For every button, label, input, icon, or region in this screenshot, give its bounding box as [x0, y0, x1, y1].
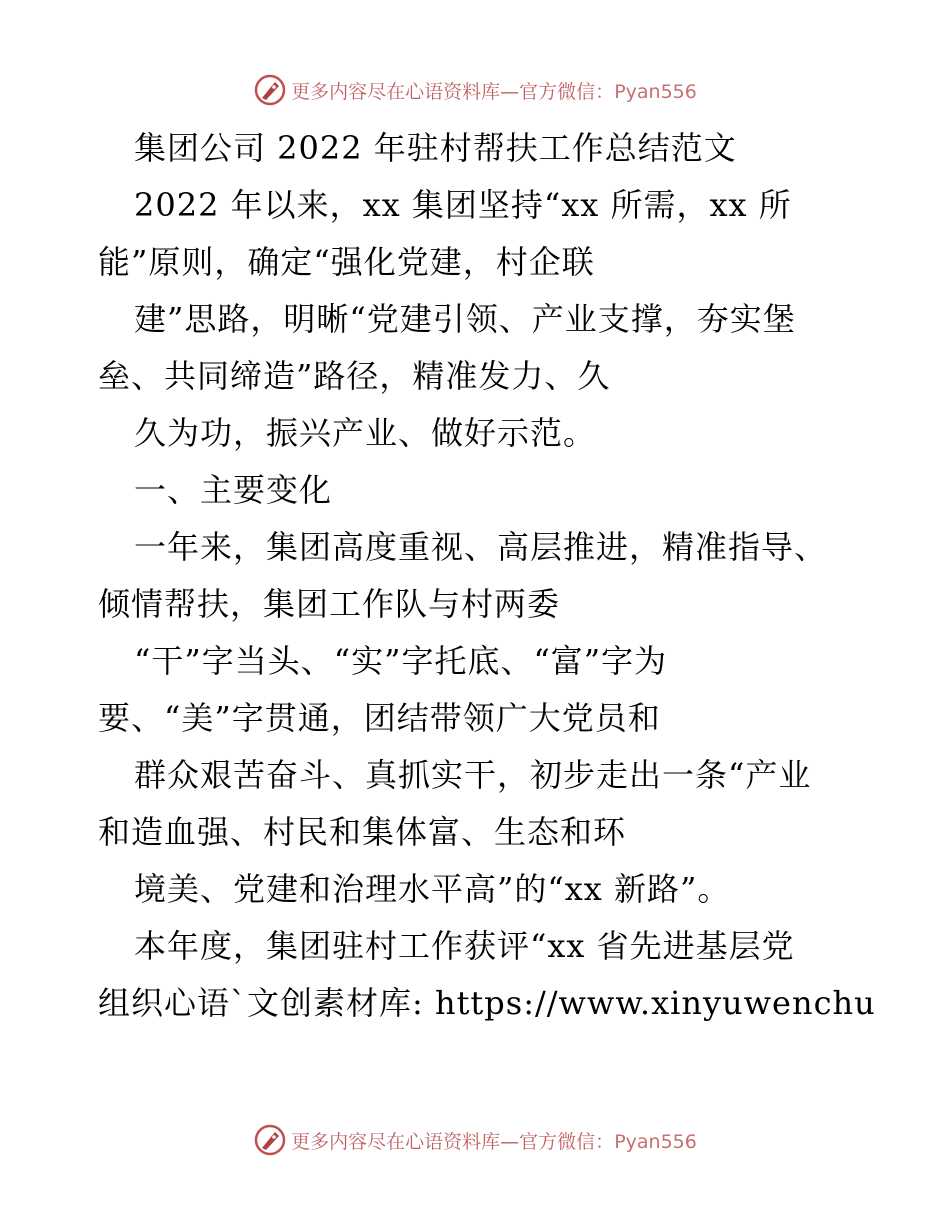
text-line: 组织心语`文创素材库: https://www.xinyuwenchu: [98, 984, 876, 1022]
text-line: 垒、共同缔造”路径，精准发力、久: [98, 357, 611, 395]
text-line: 本年度，集团驻村工作获评“xx 省先进基层党: [134, 927, 795, 965]
pen-nib-circle-icon: [253, 1123, 287, 1157]
text-line: 和造血强、村民和集体富、生态和环: [98, 813, 627, 851]
banner-wechat-label: 官方微信：: [519, 1130, 615, 1153]
text-line: 能”原则，确定“强化党建，村企联: [98, 243, 595, 281]
text-line: 一年来，集团高度重视、高层推进，精准指导、: [134, 528, 828, 566]
text-line: 境美、党建和治理水平高”的“xx 新路”。: [134, 870, 731, 908]
text-line: 建”思路，明晰“党建引领、产业支撑，夯实堡: [134, 300, 796, 338]
document-body: [98, 120, 876, 1032]
text-line: 2022 年以来，xx 集团坚持“xx 所需，xx 所: [134, 186, 792, 224]
text-line: 倾情帮扶，集团工作队与村两委: [98, 585, 561, 623]
banner-separator: —: [500, 80, 520, 103]
text-line: 一、主要变化: [134, 471, 333, 509]
text-line: 群众艰苦奋斗、真抓实干，初步走出一条“产业: [134, 756, 812, 794]
banner-brand: 更多内容尽在心语资料库: [291, 1130, 501, 1153]
text-line: “干”字当头、“实”字托底、“富”字为: [134, 642, 668, 680]
footer-banner: [0, 1120, 950, 1160]
text-line: 久为功，振兴产业、做好示范。: [134, 414, 597, 452]
pen-nib-circle-icon: [253, 73, 287, 107]
banner-wechat-label: 官方微信：: [519, 80, 615, 103]
banner-wechat-id: Pyan556: [614, 1130, 697, 1153]
text-line: 集团公司 2022 年驻村帮扶工作总结范文: [134, 129, 737, 167]
text-line: 要、“美”字贯通，团结带领广大党员和: [98, 699, 661, 737]
banner-separator: —: [500, 1130, 520, 1153]
banner-brand: 更多内容尽在心语资料库: [291, 80, 501, 103]
banner-wechat-id: Pyan556: [614, 80, 697, 103]
header-banner: [0, 70, 950, 110]
